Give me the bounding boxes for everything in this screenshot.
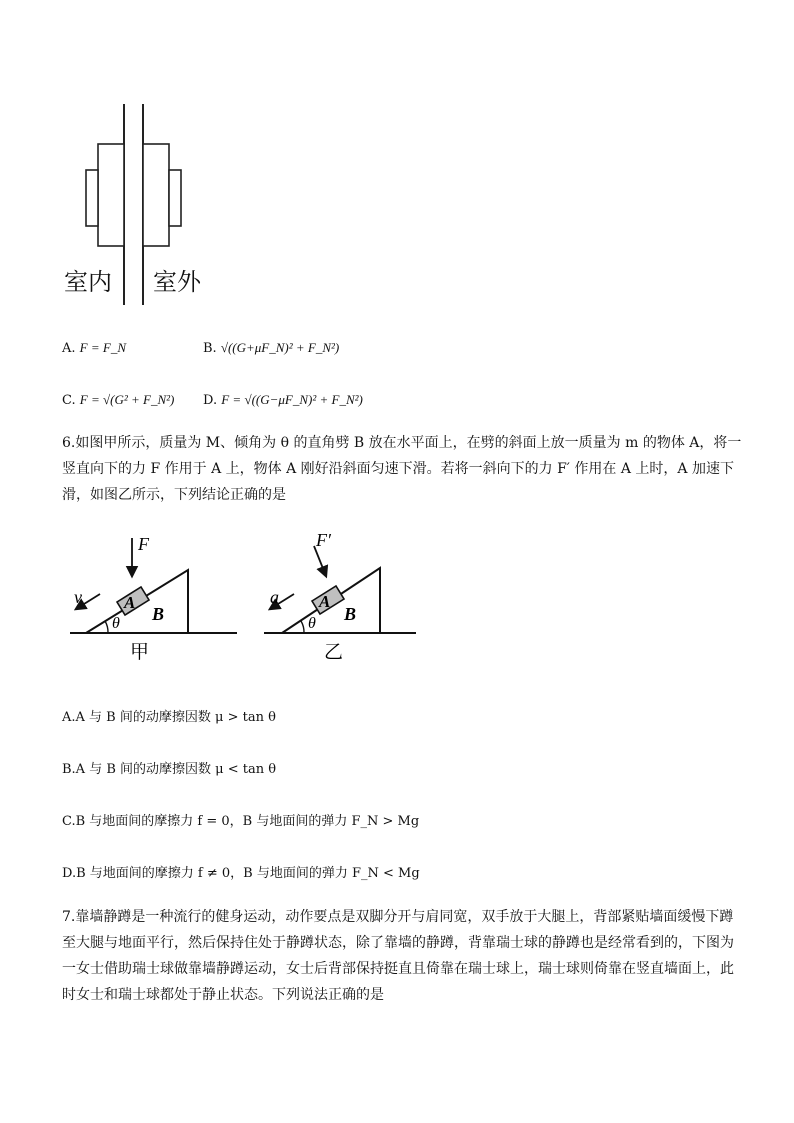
yi-caption: 乙 <box>324 642 344 663</box>
q5-option-c-expr: F = √(G² + F_N²) <box>79 392 175 407</box>
q5-option-d-expr: F = √((G−μF_N)² + F_N²) <box>221 392 363 407</box>
q7-stem <box>62 904 742 1008</box>
q7-stem-line-2: 至大腿与地面平行，然后保持住处于静蹲状态，除了靠墙的静蹲，背靠瑞士球的静蹲也是经常看到的，下图为 <box>62 935 734 951</box>
q6-stem <box>62 430 742 508</box>
q5-option-d: D. F = √((G−μF_N)² + F_N²) <box>203 392 363 408</box>
jia-force-label: F <box>138 534 149 554</box>
q7-stem-line-4: 时女士和瑞士球都处于静止状态。下列说法正确的是 <box>62 987 384 1003</box>
q6-option-d: D.B 与地面间的摩擦力 f ≠ 0，B 与地面间的弹力 F_N < Mg <box>62 866 420 881</box>
q6-stem-line-3: 滑，如图乙所示，下列结论正确的是 <box>62 487 286 503</box>
q6-figure-jia <box>62 528 242 663</box>
yi-wedge-label: B <box>344 604 357 624</box>
jia-caption: 甲 <box>130 642 150 663</box>
jia-wedge-label: B <box>152 604 165 624</box>
q7-stem-line-1: 7.靠墙静蹲是一种流行的健身运动，动作要点是双脚分开与肩同宽，双手放于大腿上，背部紧贴墙面缓慢下蹲 <box>62 909 734 925</box>
q7-stem-line-3: 一女士借助瑞士球做靠墙静蹲运动，女士后背部保持挺直且倚靠在瑞士球上，瑞士球则倚靠在竖直墙面上，此 <box>62 961 734 977</box>
q6-option-b: B.A 与 B 间的动摩擦因数 μ < tan θ <box>62 762 277 777</box>
q6-stem-line-1: 6.如图甲所示，质量为 M、倾角为 θ 的直角劈 B 放在水平面上，在劈的斜面上放一质量为 m 的物体 A，将一 <box>62 435 742 451</box>
jia-angle-label: θ <box>112 615 120 632</box>
jia-block-label: A <box>124 593 136 612</box>
indoor-label: 室内 <box>64 268 112 296</box>
q6-figure-yi <box>258 528 428 663</box>
q5-option-b-expr: √((G+μF_N)² + F_N²) <box>220 340 340 355</box>
q5-option-c: C. F = √(G² + F_N²) <box>62 392 175 408</box>
outdoor-label: 室外 <box>153 268 201 296</box>
yi-acceleration-label: a <box>270 587 279 607</box>
yi-angle-label: θ <box>308 615 316 632</box>
q6-option-c: C.B 与地面间的摩擦力 f = 0，B 与地面间的弹力 F_N > Mg <box>62 814 420 829</box>
q6-option-a: A.A 与 B 间的动摩擦因数 μ > tan θ <box>62 710 276 725</box>
q5-option-b: B. √((G+μF_N)² + F_N²) <box>203 340 340 356</box>
yi-force-label: F′ <box>316 530 331 550</box>
jia-velocity-label: v <box>74 587 82 607</box>
yi-block-label: A <box>319 592 331 611</box>
q5-option-a: A. F = F_N <box>62 340 126 356</box>
q6-stem-line-2: 竖直向下的力 F 作用于 A 上，物体 A 刚好沿斜面匀速下滑。若将一斜向下的力 F′ 作用在 A 上时，A 加速下 <box>62 461 734 477</box>
q5-option-a-expr: F = F_N <box>79 340 126 355</box>
